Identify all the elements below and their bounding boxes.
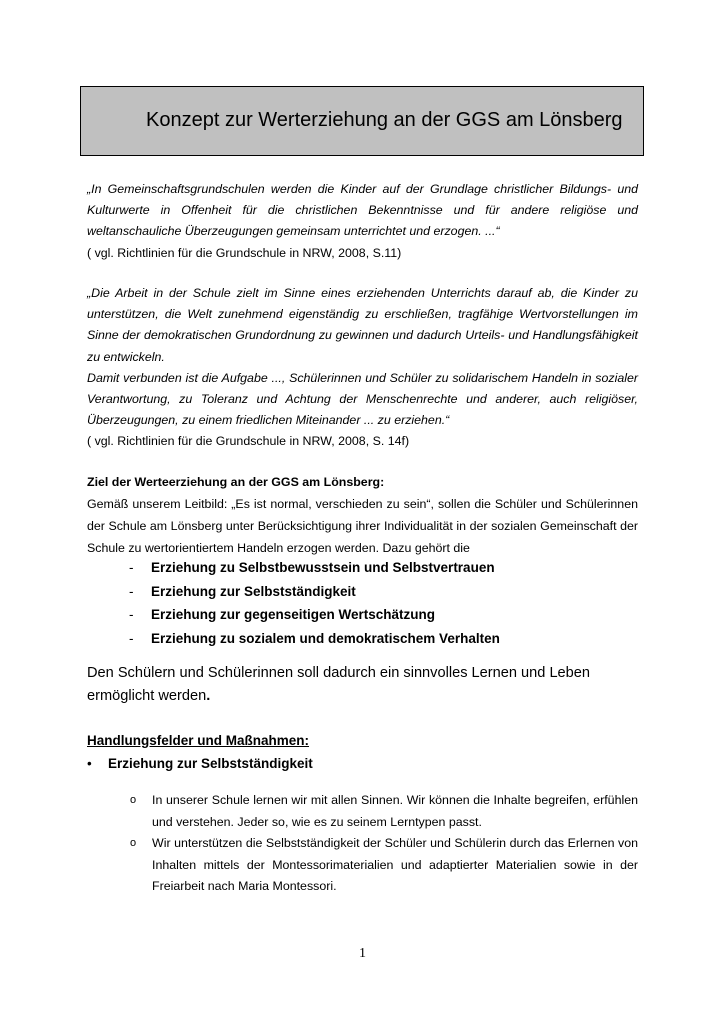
quote-2-line: zu entwickeln. — [87, 349, 165, 364]
dash-marker: - — [129, 583, 134, 599]
quote-2-source: ( vgl. Richtlinien für die Grundschule in NRW, 2008, S. 14f) — [87, 434, 410, 449]
summary-paragraph — [87, 662, 647, 708]
circle-bullet-icon: o — [130, 794, 137, 806]
quote-1-line: Kulturwerte in Offenheit für die christlichen Bekenntnisse und für andere religiöse und — [87, 203, 638, 218]
title-box — [80, 86, 644, 156]
subitem — [130, 790, 638, 833]
summary-end: . — [206, 688, 211, 704]
quote-2-line: unterstützen, die Welt zunehmend eigenständig zu erschließen, tragfähige Wertvorstellungen im — [87, 307, 638, 322]
quote-2-line: Verantwortung, zu Toleranz und Achtung der Menschenrechte und anderer, auch religiöser, — [87, 392, 638, 407]
quote-2-line: Sinne der demokratischen Grundordnung zu gewinnen und dadurch Urteils- und Handlungsfähigkeit — [87, 328, 638, 343]
goal-item-label: Erziehung zur Selbstständigkeit — [151, 583, 356, 599]
goal-list — [129, 556, 500, 650]
goal-heading: Ziel der Werteerziehung an der GGS am Lönsberg: — [87, 475, 385, 489]
quote-2 — [87, 283, 638, 453]
goal-item-label: Erziehung zu sozialem und demokratischem Verhalten — [151, 630, 500, 646]
page-title: Konzept zur Werterziehung an der GGS am Lönsberg — [146, 109, 623, 131]
quote-1 — [87, 179, 638, 264]
goal-item — [129, 556, 500, 580]
quote-2-line: Damit verbunden ist die Aufgabe ..., Schülerinnen und Schüler zu solidarischem Handeln in sozialer — [87, 370, 638, 385]
goal-item — [129, 580, 500, 604]
fields-heading: Handlungsfelder und Maßnahmen: — [87, 733, 310, 748]
goal-text-line: Schule zu wertorientiertem Handeln erzogen werden. Dazu gehört die — [87, 541, 470, 555]
quote-1-line: „In Gemeinschaftsgrundschulen werden die Kinder auf der Grundlage christlicher Bildungs- und — [87, 182, 638, 196]
circle-bullet-icon: o — [130, 837, 137, 849]
dash-marker: - — [129, 630, 134, 646]
quote-2-line: Überzeugungen, zu einem friedlichen Miteinander ... zu erziehen.“ — [87, 413, 450, 428]
goal-item — [129, 603, 500, 627]
page-number: 1 — [359, 946, 366, 961]
subitem-text: Wir unterstützen die Selbstständigkeit der Schüler und Schülerin durch das Erlernen von Inhalten mittels der Montessorimaterialien und adaptierter Materialien sowie in der Freiarbeit nach Maria Montessori. — [152, 836, 638, 893]
dash-marker: - — [129, 607, 134, 622]
summary-text: Den Schülern und Schülerinnen soll dadurch ein sinnvolles Lernen und Leben ermöglicht werden — [87, 665, 591, 704]
quote-1-source: ( vgl. Richtlinien für die Grundschule in NRW, 2008, S.11) — [87, 245, 402, 260]
goal-item-label: Erziehung zur gegenseitigen Wertschätzung — [151, 607, 436, 622]
fields-subitems — [130, 790, 638, 898]
quote-1-line: weltanschauliche Überzeugungen gemeinsam unterrichtet und erzogen. ...“ — [87, 224, 500, 239]
dash-marker: - — [129, 560, 134, 575]
goal-item-label: Erziehung zu Selbstbewusstsein und Selbstvertrauen — [151, 560, 495, 575]
fields-bullet — [87, 756, 313, 771]
subitem — [130, 833, 638, 898]
subitem-text: In unserer Schule lernen wir mit allen Sinnen. Wir können die Inhalte begreifen, erfühlen und verstehen. Jeder so, wie es zu seinem Lerntypen passt. — [152, 793, 638, 829]
goal-section — [87, 471, 638, 559]
goal-text-line: Gemäß unserem Leitbild: „Es ist normal, verschieden zu sein“, sollen die Schüler und Schülerinnen — [87, 497, 638, 511]
goal-text-line: der Schule am Lönsberg unter Berücksichtigung ihrer Individualität in der sozialen Gemeinschaft der — [87, 519, 638, 533]
fields-bullet-label: Erziehung zur Selbstständigkeit — [108, 756, 313, 771]
quote-2-line: „Die Arbeit in der Schule zielt im Sinne eines erziehenden Unterrichts darauf ab, die Kinder zu — [87, 286, 638, 300]
bullet-icon: • — [87, 756, 92, 771]
goal-item — [129, 627, 500, 651]
